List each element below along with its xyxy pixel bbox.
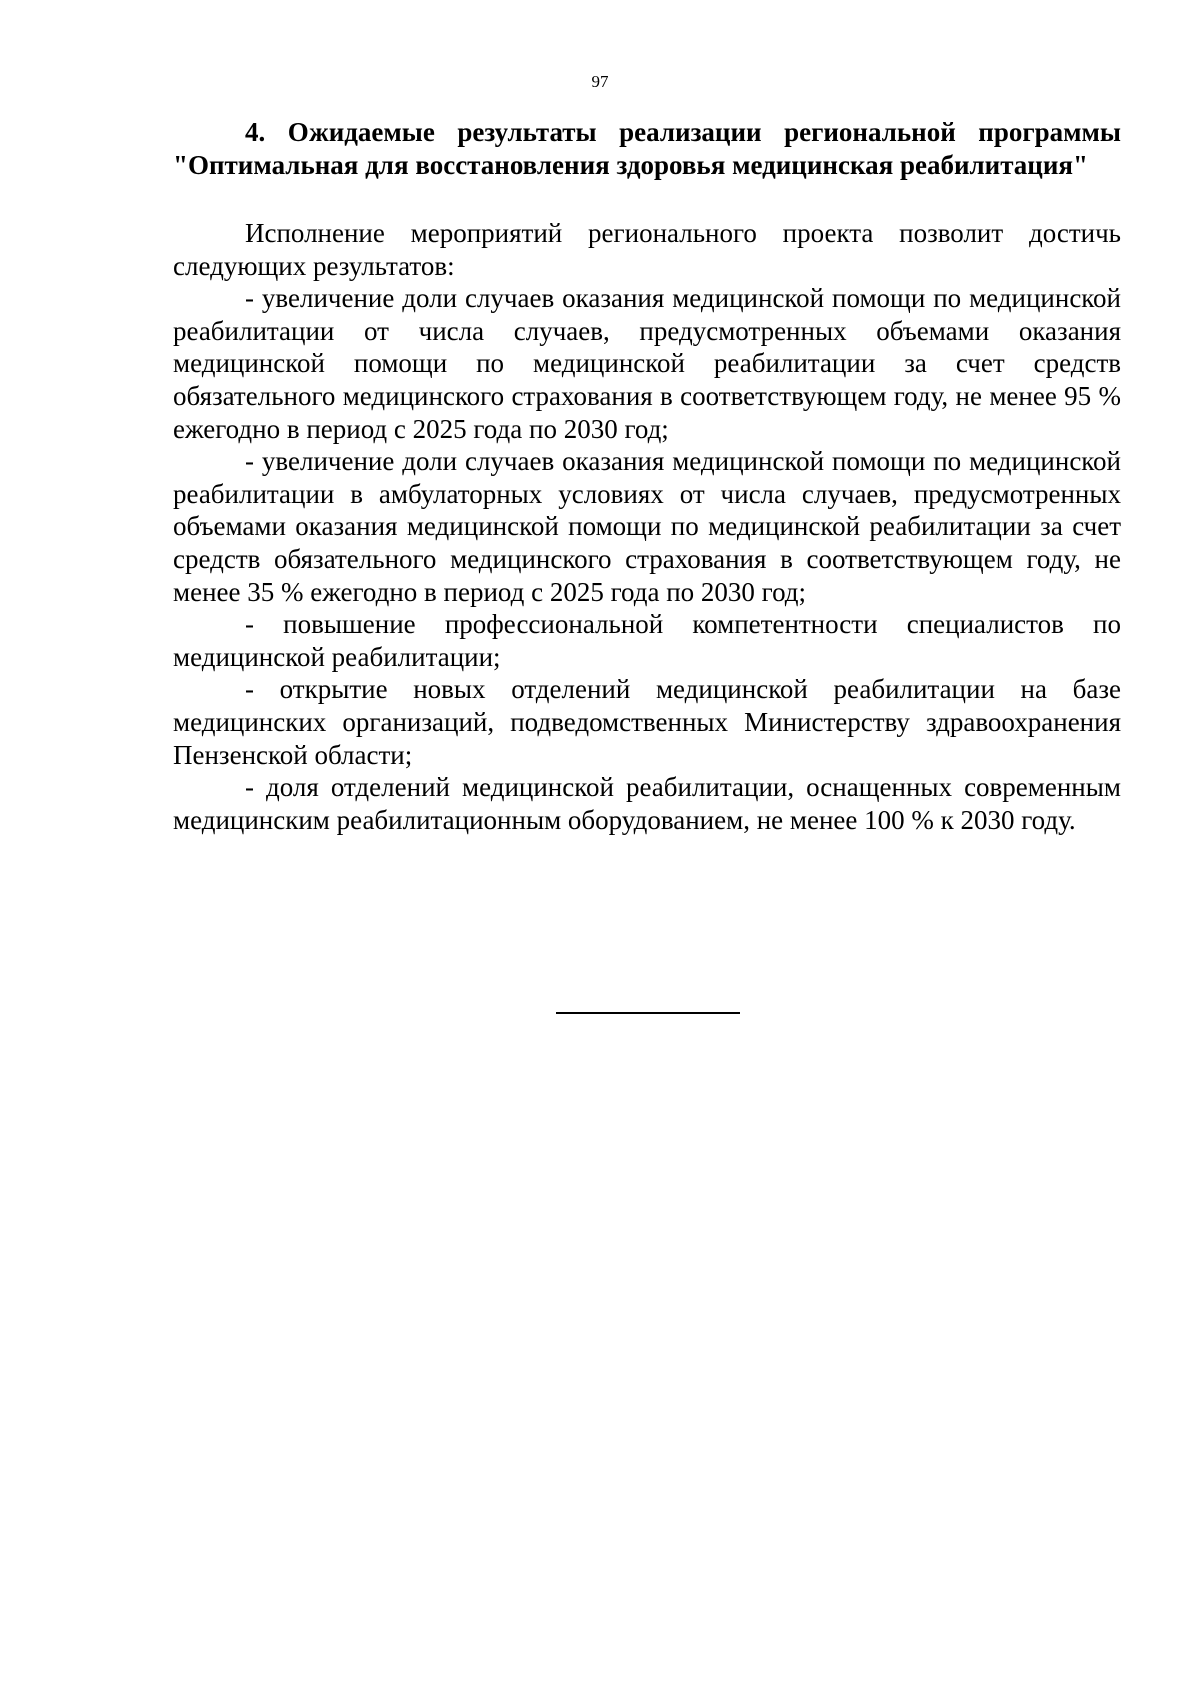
result-item: - открытие новых отделений медицинской реабилитации на базе медицинских организаций, подведомственных Министерству здравоохранения Пензенской области;	[173, 674, 1121, 770]
results-list	[173, 282, 1121, 836]
section-number: 4.	[245, 117, 266, 147]
section-heading	[173, 116, 1121, 182]
result-item: - повышение профессиональной компетентности специалистов по медицинской реабилитации;	[173, 609, 1121, 672]
section-title: Ожидаемые результаты реализации региональной программы "Оптимальная для восстановления здоровья медицинская реабилитация"	[173, 117, 1122, 180]
intro-paragraph: Исполнение мероприятий регионального проекта позволит достичь следующих результатов:	[173, 218, 1121, 281]
result-item: - доля отделений медицинской реабилитации, оснащенных современным медицинским реабилитационным оборудованием, не менее 100 % к 2030 году.	[173, 772, 1121, 835]
page-number: 97	[591, 72, 609, 91]
document-body	[173, 116, 1121, 836]
result-item: - увеличение доли случаев оказания медицинской помощи по медицинской реабилитации в амбулаторных условиях от числа случаев, предусмотренных объемами оказания медицинской помощи по медицинской реабилитации за счет средств обязательного медицинского страхования в соответствующем году, не менее 35 % ежегодно в период с 2025 года по 2030 год;	[173, 446, 1121, 607]
end-separator-line	[556, 1012, 740, 1014]
result-item: - увеличение доли случаев оказания медицинской помощи по медицинской реабилитации от числа случаев, предусмотренных объемами оказания медицинской помощи по медицинской реабилитации за счет средств обязательного медицинского страхования в соответствующем году, не менее 95 % ежегодно в период с 2025 года по 2030 год;	[173, 283, 1121, 444]
